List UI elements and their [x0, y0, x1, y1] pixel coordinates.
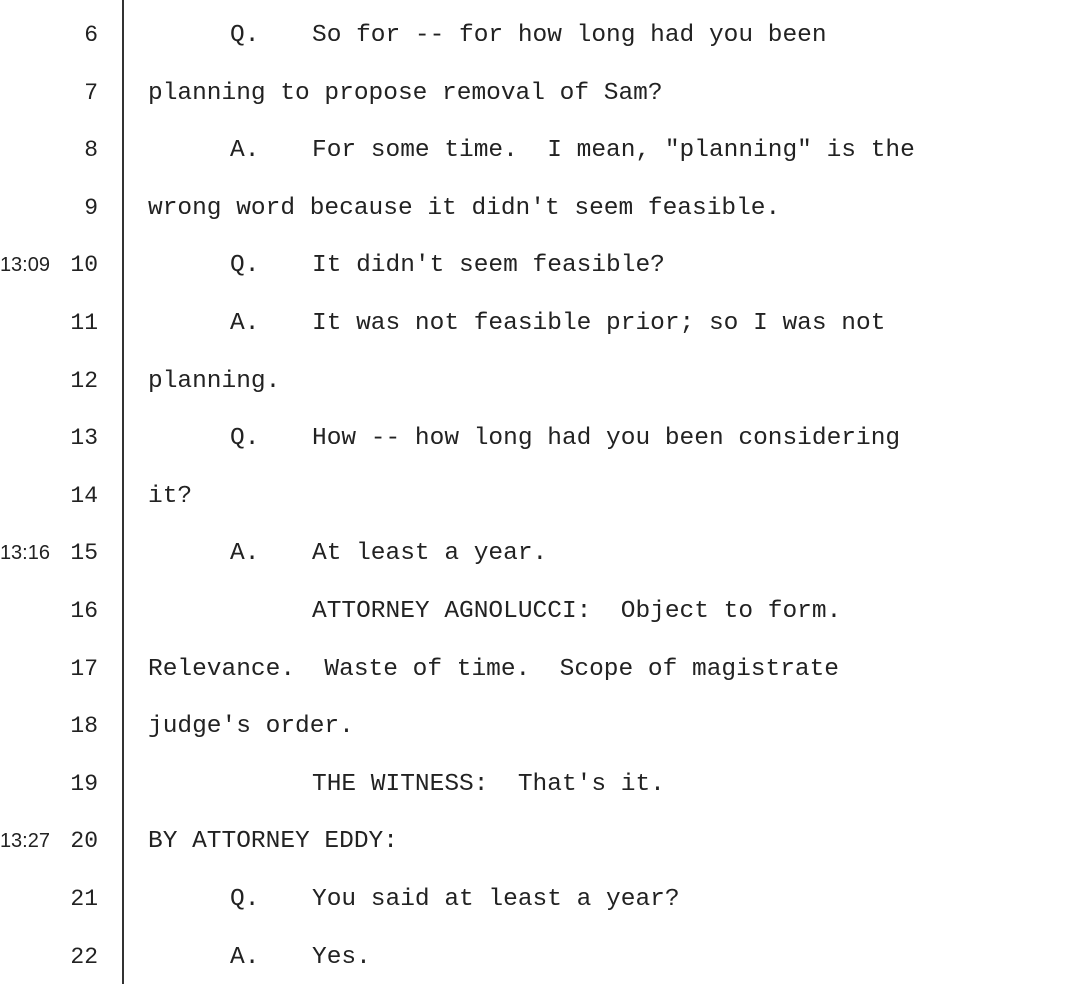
line-number: 8 [84, 137, 98, 164]
transcript-line [0, 7, 1080, 64]
line-text: it? [148, 482, 193, 510]
line-text: How -- how long had you been considering [312, 425, 901, 453]
line-text: At least a year. [312, 540, 548, 568]
qa-marker: A. [230, 310, 260, 337]
line-number: 16 [70, 598, 98, 624]
line-text: You said at least a year? [312, 886, 680, 913]
timestamp: 13:27 [0, 830, 50, 853]
transcript-line [0, 180, 1080, 237]
transcript-line [0, 641, 1080, 698]
line-number: 18 [70, 713, 98, 740]
line-number: 12 [70, 367, 98, 394]
line-number: 14 [70, 482, 98, 509]
timestamp: 13:09 [0, 254, 50, 277]
line-text: wrong word because it didn't seem feasible. [148, 194, 781, 222]
transcript-line [0, 583, 1080, 640]
line-number: 20 [70, 828, 98, 855]
line-number: 6 [84, 22, 98, 48]
qa-marker: A. [230, 137, 260, 165]
transcript-line [0, 871, 1080, 928]
qa-marker: Q. [230, 425, 260, 453]
line-number: 15 [70, 540, 98, 567]
transcript-line [0, 122, 1080, 179]
qa-marker: A. [230, 540, 260, 568]
qa-marker: Q. [230, 252, 260, 280]
line-text: planning. [148, 367, 281, 395]
transcript-line [0, 65, 1080, 122]
qa-marker: A. [230, 943, 260, 971]
line-number: 21 [70, 886, 98, 912]
line-number: 22 [70, 943, 98, 970]
timestamp: 13:16 [0, 542, 50, 565]
transcript-line [0, 525, 1080, 582]
line-number: 17 [70, 655, 98, 682]
line-text: It didn't seem feasible? [312, 252, 665, 280]
line-text: For some time. I mean, "planning" is the [312, 137, 915, 165]
line-number: 11 [70, 310, 98, 336]
line-text: THE WITNESS: That's it. [312, 770, 665, 798]
transcript-line [0, 353, 1080, 410]
qa-marker: Q. [230, 22, 260, 49]
line-text: So for -- for how long had you been [312, 22, 827, 49]
line-number: 7 [84, 79, 98, 106]
qa-marker: Q. [230, 886, 260, 913]
line-number: 10 [70, 252, 98, 279]
transcript-line [0, 756, 1080, 813]
transcript-line [0, 468, 1080, 525]
line-text: BY ATTORNEY EDDY: [148, 828, 398, 856]
transcript-line [0, 237, 1080, 294]
line-text: judge's order. [148, 713, 354, 741]
transcript-line [0, 929, 1080, 986]
line-number: 13 [70, 425, 98, 452]
line-number: 19 [70, 770, 98, 797]
transcript-line [0, 410, 1080, 467]
line-text: planning to propose removal of Sam? [148, 79, 663, 107]
line-text: Relevance. Waste of time. Scope of magistrate [148, 655, 840, 683]
line-text: Yes. [312, 943, 371, 971]
line-text: It was not feasible prior; so I was not [312, 310, 886, 337]
transcript-line [0, 295, 1080, 352]
transcript-line [0, 698, 1080, 755]
line-number: 9 [84, 194, 98, 221]
line-text: ATTORNEY AGNOLUCCI: Object to form. [312, 598, 842, 625]
transcript-line [0, 813, 1080, 870]
